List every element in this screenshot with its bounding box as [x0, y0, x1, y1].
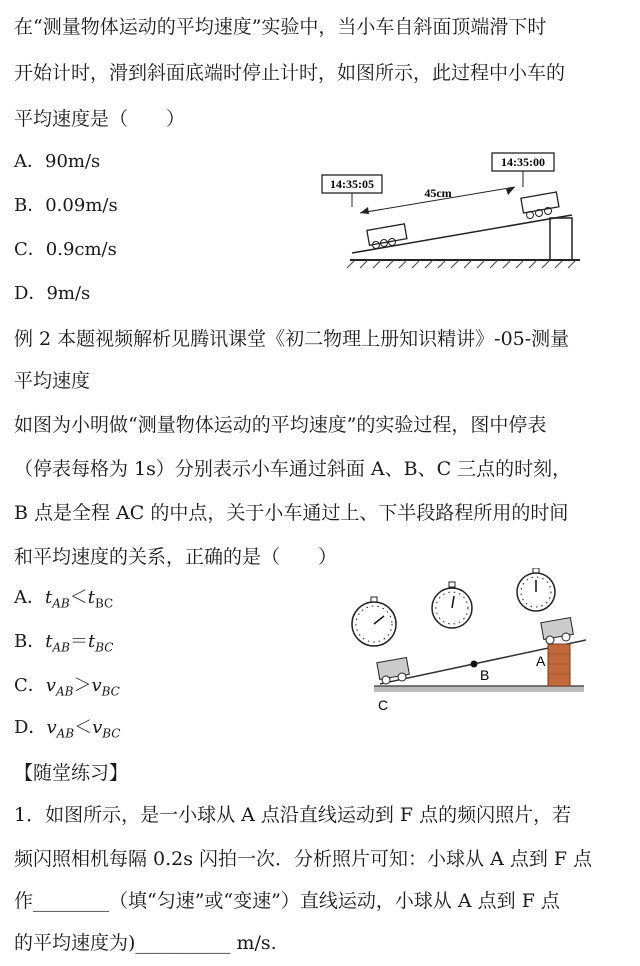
practice-line-1: 1．如图所示，是一小球从 A 点沿直线运动到 F 点的频闪照片，若	[14, 804, 572, 826]
point-b-dot	[471, 661, 478, 668]
timer-start-text: 14:35:00	[501, 155, 545, 169]
q2-text-line-4: 和平均速度的关系，正确的是（ ）	[14, 546, 338, 568]
stopwatch-a	[517, 568, 555, 611]
q2-title-line-2: 平均速度	[14, 370, 91, 392]
q2-option-a: A．$t_{AB}<t_{BC}$	[14, 587, 114, 611]
q2-option-b: B．$t_{AB}=t_{BC}$	[14, 631, 114, 655]
q1-option-d: D．9m/s	[14, 283, 91, 304]
q1-text-line-2: 开始计时，滑到斜面底端时停止计时，如图所示，此过程中小车的	[14, 62, 566, 84]
q1-option-a: A．90m/s	[14, 151, 101, 172]
q1-option-b: B．0.09m/s	[14, 195, 118, 216]
timer-end-text: 14:35:05	[330, 177, 374, 191]
q2-option-c: C．$v_{AB}>v_{BC}$	[14, 675, 120, 699]
q2-option-d: D．$v_{AB}<v_{BC}$	[14, 717, 121, 741]
q2-stopwatch-figure	[350, 568, 600, 718]
q2-text-line-3: B 点是全程 AC 的中点，关于小车通过上、下半段路程所用的时间	[14, 502, 569, 524]
practice-line-2: 频闪照相机每隔 0.2s 闪拍一次．分析照片可知：小球从 A 点到 F 点	[14, 848, 593, 870]
practice-heading: 【随堂练习】	[14, 762, 129, 784]
q1-text-line-1: 在“测量物体运动的平均速度”实验中，当小车自斜面顶端滑下时	[14, 16, 547, 38]
practice-line-4: 的平均速度为)__________ m/s.	[14, 932, 277, 954]
cart-c	[377, 658, 409, 684]
q1-text-line-3: 平均速度是（ ）	[14, 108, 186, 130]
distance-label: 45cm	[424, 186, 452, 200]
label-b: B	[480, 667, 490, 683]
practice-line-3: 作________（填“匀速”或“变速”）直线运动，小球从 A 点到 F 点	[14, 890, 560, 912]
q1-incline-figure	[310, 145, 590, 270]
q2-text-line-1: 如图为小明做“测量物体运动的平均速度”的实验过程，图中停表	[14, 414, 547, 436]
cart-top	[521, 192, 559, 219]
q2-text-line-2: （停表每格为 1s）分别表示小车通过斜面 A、B、C 三点的时刻，	[14, 458, 572, 480]
label-c: C	[378, 697, 389, 713]
q1-option-c: C．0.9cm/s	[14, 239, 117, 260]
q2-title-line-1: 例 2 本题视频解析见腾讯课堂《初二物理上册知识精讲》-05-测量	[14, 328, 570, 350]
cart-a	[541, 618, 573, 644]
stopwatch-b	[432, 582, 472, 628]
stopwatch-c	[352, 597, 396, 646]
label-a: A	[536, 653, 546, 669]
